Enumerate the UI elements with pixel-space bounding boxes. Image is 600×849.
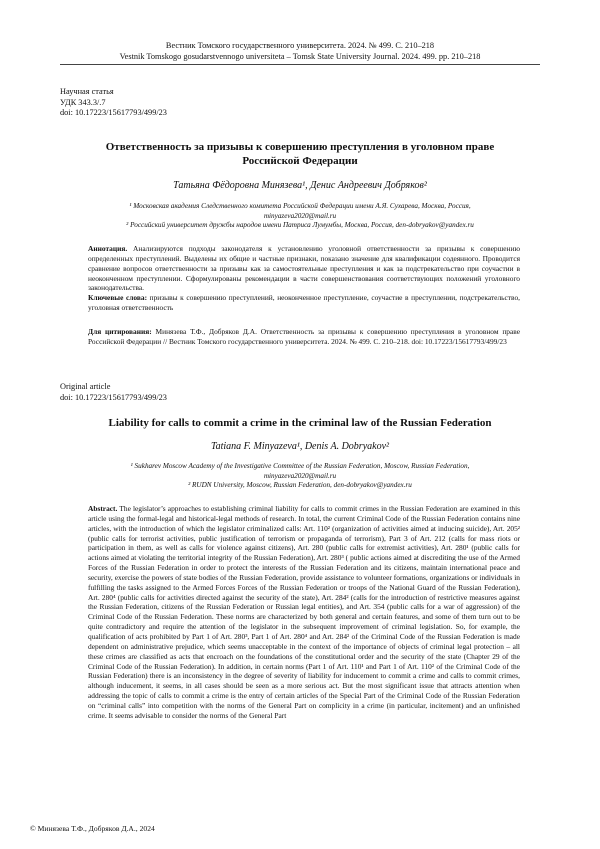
copyright-footer: © Минязева Т.Ф., Добряков Д.А., 2024	[30, 824, 155, 833]
en-aff1-line2: minyazeva2020@mail.ru	[263, 471, 337, 480]
en-article-type: Original article	[60, 382, 111, 391]
ru-udc: УДК 343.3/.7	[60, 97, 106, 107]
ru-abstract-block	[88, 244, 520, 313]
en-aff2: ² RUDN University, Moscow, Russian Federation, den-dobryakov@yandex.ru	[188, 481, 412, 489]
en-aff1-line1: ¹ Sukharev Moscow Academy of the Investigative Committee of the Russian Federation, Moscow, Russian Federation,	[130, 462, 470, 470]
ru-affiliations	[90, 202, 510, 231]
ru-meta	[60, 87, 167, 119]
running-header	[60, 40, 540, 67]
ru-citation-block	[88, 327, 520, 347]
ru-doi: doi: 10.17223/15617793/499/23	[60, 108, 167, 117]
header-line-en: Vestnik Tomskogo gosudarstvennogo universiteta – Tomsk State University Journal. 2024. 499. pp. 210–218	[119, 52, 481, 61]
ru-aff2: ² Российский университет дружбы народов имени Патриса Лумумбы, Москва, Россия, den-dobryakov@yandex.ru	[126, 221, 474, 229]
ru-aff1-line2: minyazeva2020@mail.ru	[263, 211, 337, 220]
header-line-ru: Вестник Томского государственного университета. 2024. № 499. С. 210–218	[165, 41, 435, 50]
ru-citation-text: Минязева Т.Ф., Добряков Д.А. Ответственность за призывы к совершению преступления в уголовном праве Российской Федерации // Вестник Томского государственного университета. 2024. № 499. С. 210–218. doi: 10.17223/15617793/499/23	[88, 327, 520, 346]
en-abstract-text: The legislator’s approaches to establishing criminal liability for calls to commit crimes in the Russian Federation are examined in this article using the formal-legal and historical-legal methods of research. In total, the current Criminal Code of the Russian Federation contains nine articles, with the introduction of which the legislator criminalized calls: Art. 110² (organization of activities aimed at inducing suicide), Art. 205² (public calls for terrorist activities, public justification of terrorism or propaganda of terrorism), Part 3 of Art. 212 (calls for mass riots or participation in them, as well as calls for violence against citizens), Art. 280 (public calls for extremist activities), Art. 280¹ (public calls for actions aimed at violating the territorial integrity of the Russian Federation), Art. 280³ ( public actions aimed at discrediting the use of the Armed Forces of the Russian Federation in order to protect the interests of the Russian Federation and its citizens, maintain international peace and security, exercise the powers of state bodies of the Russian Federation, provide assistance to volunteer formations, organizations or individuals in fulfilling the tasks assigned to the Armed Forces Forces of the Russian Federation or troops of the National Guard of the Russian Federation), Art. 280⁴ (public calls for activities directed against the security of the state), Art. 284² (calls for the introduction of restrictive measures against the Russian Federation, citizens of the Russian Federation or Russian legal entities), and Art. 354 (public calls for a war of aggression) of the Criminal Code of the Russian Federation. These norms are characterized by both general and certain features, and some of them turn out to be quite contradictory and require the attention of the legislator in the subsequent improvement of criminal legislation. So, for example, the qualification of acts prohibited by Part 1 of Art. 280³, Part 1 of Art. 280⁴ and Art. 284² of the Criminal Code of the Russian Federation is made dependent on administrative prejudice, which seems unacceptable in the context of the importance of objects of criminal legal protection – all these crimes are classified as acts that encroach on the foundations of the constitutional order and the security of the state (Chapter 29 of the Criminal Code of the Russian Federation). In addition, in certain norms (Part 1 of Art. 110¹ and Part 1 of Art. 110² of the Criminal Code of the Russian Federation) there is an inconsistency in the degree of severity of liability for inducement to commit a crime and calls to commit crimes, although inducement, it seems, in all cases should be seen as a more serious act. But the most significant issue that attracts attention when addressing the topic of calls to commit a crime is the entry of certain articles of the Special Part of the Criminal Code of the Russian Federation on “criminal calls” into competition with the norms of the General Part on complicity in a crime (in particular, incitement) and an unfinished crime. It seems advisable to consider the norms of the General Part	[88, 504, 520, 720]
ru-citation-label: Для цитирования:	[88, 327, 152, 336]
en-abstract-label: Abstract.	[88, 504, 118, 513]
ru-title: Ответственность за призывы к совершению преступления в уголовном праве Российской Федерации	[105, 141, 495, 167]
en-title: Liability for calls to commit a crime in the criminal law of the Russian Federation	[108, 417, 492, 429]
en-meta	[60, 382, 167, 403]
en-abstract-block	[88, 504, 520, 721]
en-doi: doi: 10.17223/15617793/499/23	[60, 392, 167, 402]
ru-abstract-label: Аннотация.	[88, 244, 128, 253]
ru-abstract-text: Анализируются подходы законодателя к установлению уголовной ответственности за призывы к совершению определенных преступлений. Выделены их общие и частные признаки, показано значение для квалификации содеянного. Проводится сравнение вопросов ответственности за призывы как за самостоятельные преступления и как за подстрекательство при соучастии в неоконченном преступлении. Сформулированы рекомендации в части совершенствования соответствующих положений уголовного законодательства.	[88, 244, 520, 293]
ru-keywords-label: Ключевые слова:	[88, 293, 148, 303]
ru-article-type: Научная статья	[60, 87, 114, 96]
en-authors: Tatiana F. Minyazeva¹, Denis A. Dobryakov²	[210, 441, 390, 452]
ru-aff1-line1: ¹ Московская академия Следственного комитета Российской Федерации имени А.Я. Сухарева, Москва, Россия,	[129, 202, 471, 210]
ru-authors: Татьяна Фёдоровна Минязева¹, Денис Андреевич Добряков²	[173, 180, 427, 191]
header-rule	[60, 64, 540, 65]
en-affiliations	[90, 462, 510, 491]
ru-keywords-text: призывы к совершению преступлений, неоконченное преступление, соучастие в преступлении, подстрекательство, уголовная ответственность	[88, 293, 520, 313]
